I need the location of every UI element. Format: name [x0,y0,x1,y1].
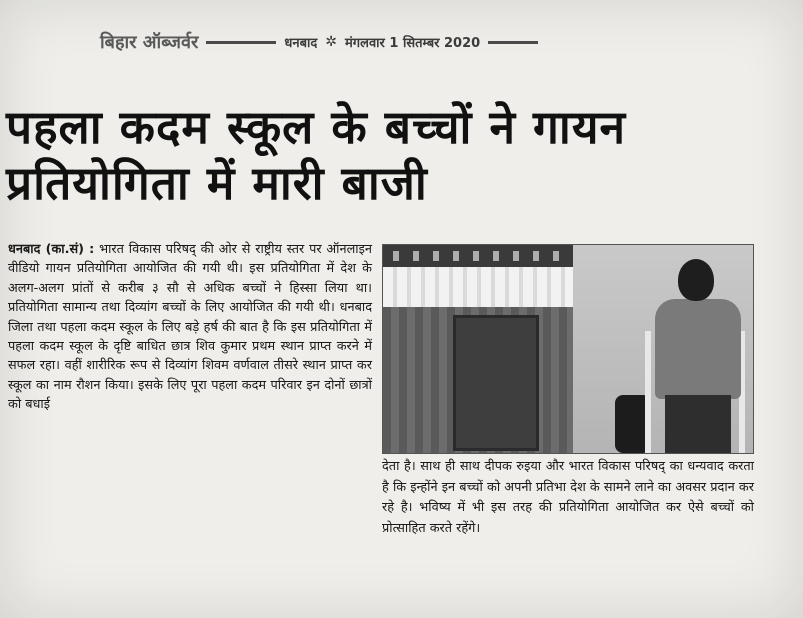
photo-curtain-valance [383,267,573,307]
article-left-column [8,240,372,415]
masthead [100,22,660,62]
masthead-city: धनबाद [284,36,318,51]
article-left-text: भारत विकास परिषद् की ओर से राष्ट्रीय स्तर पर ऑनलाइन वीडियो गायन प्रतियोगिता आयोजित की गयी थी। इस प्रतियोगिता में देश के अलग-अलग प्रांतों से करीब ३ सौ से अधिक बच्चों ने हिस्सा लिया था। प्रतियोगिता सामान्य तथा दिव्यांग बच्चों के लिए आयोजित की गयी थी। धनबाद जिला तथा पहला कदम स्कूल के लिए बड़े हर्ष की बात है कि इस प्रतियोगिता में पहला कदम स्कूल के दृष्टि बाधित छात्र शिव कुमार प्रथम स्थान प्राप्त करने में सफल रहा। वहीं शारीरिक रूप से दिव्यांग शिवम वर्णवाल तीसरे स्थान प्राप्त कर स्कूल का नाम रौशन किया। इसके लिए पूरा पहला कदम परिवार इन दोनों छात्रों को बधाई [8,242,372,413]
photo-crutch-left [645,331,651,453]
article-photo [382,244,754,454]
article-right-column: देता है। साथ ही साथ दीपक रुइया और भारत विकास परिषद् का धन्यवाद करता है कि इन्होंने इन बच्चों को अपनी प्रतिभा देश के सामने लाने का अवसर प्रदान कर रहे है। भविष्य में भी इस तरह की प्रतियोगिता आयोजित कर ऐसे बच्चों को प्रोत्साहित करते रहेंगे। [382,459,754,536]
star-icon: ✲ [325,34,338,50]
photo-curtain-rings [393,251,563,261]
photo-portrait-frame [453,315,539,451]
headline-line-2: प्रतियोगिता में मारी बाजी [6,155,428,210]
masthead-date: मंगलवार 1 सितम्बर 2020 [345,36,481,51]
masthead-rule [206,41,276,44]
paper-name: बिहार ऑब्जर्वर [100,32,199,53]
photo-person-legs [665,395,731,453]
article-dateline: धनबाद (का.सं) : [8,242,95,257]
headline [6,102,796,209]
headline-line-1: पहला कदम स्कूल के बच्चों ने गायन [6,100,627,154]
masthead-rule-right [488,41,538,44]
photo-person-head [678,259,714,301]
photo-person-body [655,299,741,399]
